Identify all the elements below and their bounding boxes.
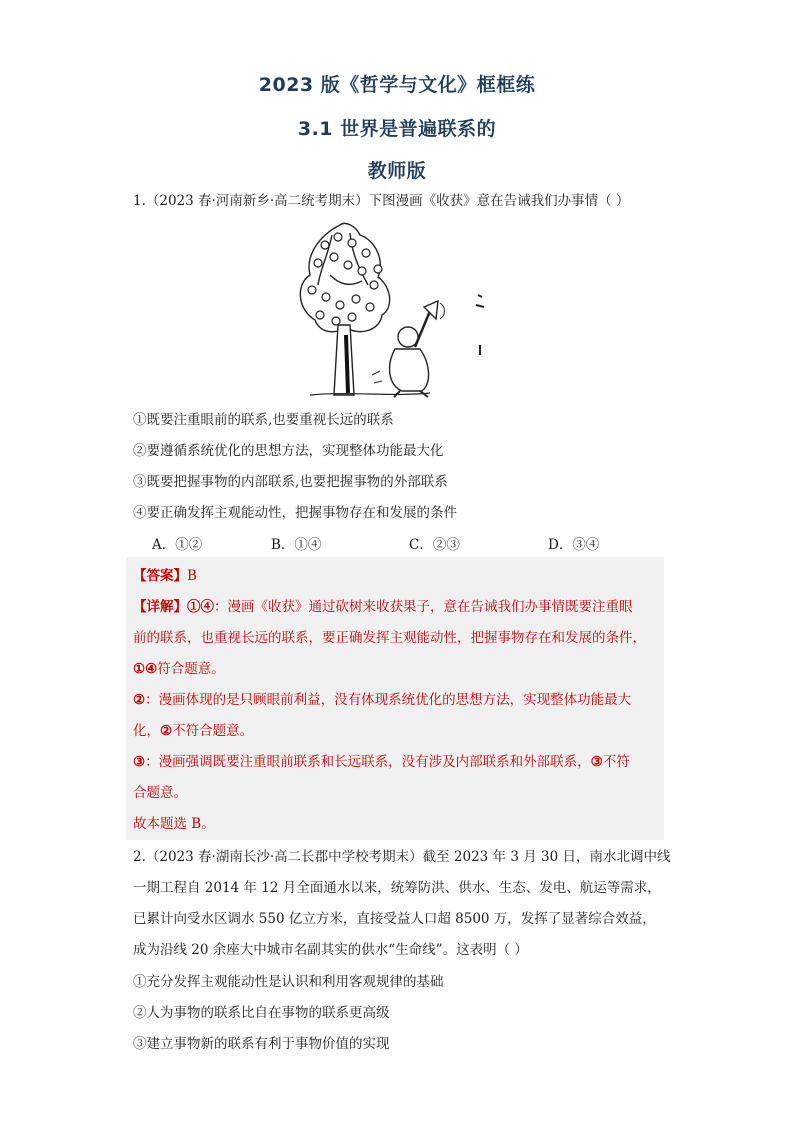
point-3-text-end: 不符 [602, 754, 630, 770]
q1-point-3-line-1 [133, 753, 630, 771]
q1-point-3-line-2: 合题意。 [133, 785, 187, 801]
detail-marker-2: ①④ [133, 661, 158, 677]
q2-stem-line-4: 成为沿线 20 余座大中城市名副其实的供水“生命线”。这表明（ ） [133, 942, 528, 958]
edition-label: 教师版 [367, 160, 427, 182]
detail-text-1: ：漫画《收获》通过砍树来收获果子，意在告诫我们办事情既要注重眼 [214, 599, 633, 615]
q1-point-2-line-2 [133, 722, 253, 740]
point-2-marker: ② [133, 692, 146, 708]
point-2-text-2: 不符合题意。 [172, 723, 254, 739]
q1-statement-1: ①既要注重眼前的联系,也要重视长远的联系 [133, 412, 394, 428]
cartoon-harvest-image [290, 215, 500, 401]
q2-stem-line-3: 已累计向受水区调水 550 亿立方米，直接受益人口超 8500 万，发挥了显著综合效益， [133, 911, 656, 927]
answer-tag: 【答案】 [133, 568, 187, 584]
q1-point-2-line-1 [133, 691, 631, 709]
q2-statement-1: ①充分发挥主观能动性是认识和利用客观规律的基础 [133, 974, 444, 990]
q1-option-d: D．③④ [548, 537, 600, 553]
q1-detail-line-1 [133, 598, 633, 616]
q2-stem-line-2: 一期工程自 2014 年 12 月全面通水以来，统筹防洪、供水、生态、发电、航运等需求， [133, 880, 661, 896]
detail-tag: 【详解】 [133, 599, 187, 615]
q1-statement-3: ③既要把握事物的内部联系,也要把握事物的外部联系 [133, 474, 448, 490]
lesson-subtitle: 3.1 世界是普遍联系的 [297, 118, 497, 140]
q1-conclusion: 故本题选 B。 [133, 816, 215, 832]
q1-statement-4: ④要正确发挥主观能动性，把握事物存在和发展的条件 [133, 505, 457, 521]
q2-statement-2: ②人为事物的联系比自在事物的联系更高级 [133, 1005, 390, 1021]
point-3-marker-2: ③ [590, 754, 603, 770]
q1-detail-line-3 [133, 660, 225, 678]
answer-value: B [187, 568, 197, 584]
q1-answer [133, 567, 197, 585]
point-3-text-1: ：漫画强调既要注重眼前联系和长远联系，没有涉及内部联系和外部联系， [145, 754, 591, 770]
q2-stem-line-1: 2.（2023 春·湖南长沙·高二长郡中学校考期末）截至 2023 年 3 月 30 日，南水北调中线 [133, 849, 671, 865]
q1-option-a: A．①② [152, 537, 203, 553]
q1-statement-2: ②要遵循系统优化的思想方法，实现整体功能最大化 [133, 443, 444, 459]
point-2-marker-2: ② [160, 723, 173, 739]
q1-stem: 1.（2023 春·河南新乡·高二统考期末）下图漫画《收获》意在告诫我们办事情（ ） [133, 193, 630, 209]
point-2-text-1: ：漫画体现的是只顾眼前利益，没有体现系统优化的思想方法，实现整体功能最大 [145, 692, 632, 708]
q1-option-b: B．①④ [271, 537, 322, 553]
detail-marker: ①④ [187, 599, 214, 615]
q1-detail-line-2: 前的联系，也重视长远的联系，要正确发挥主观能动性，把握事物存在和发展的条件， [133, 630, 646, 646]
point-3-marker: ③ [133, 754, 146, 770]
point-2-prefix: 化， [133, 723, 160, 739]
q1-option-c: C．②③ [409, 537, 460, 553]
document-title: 2023 版《哲学与文化》框框练 [258, 74, 536, 96]
q2-statement-3: ③建立事物新的联系有利于事物价值的实现 [133, 1036, 390, 1052]
detail-text-3: 符合题意。 [157, 661, 225, 677]
